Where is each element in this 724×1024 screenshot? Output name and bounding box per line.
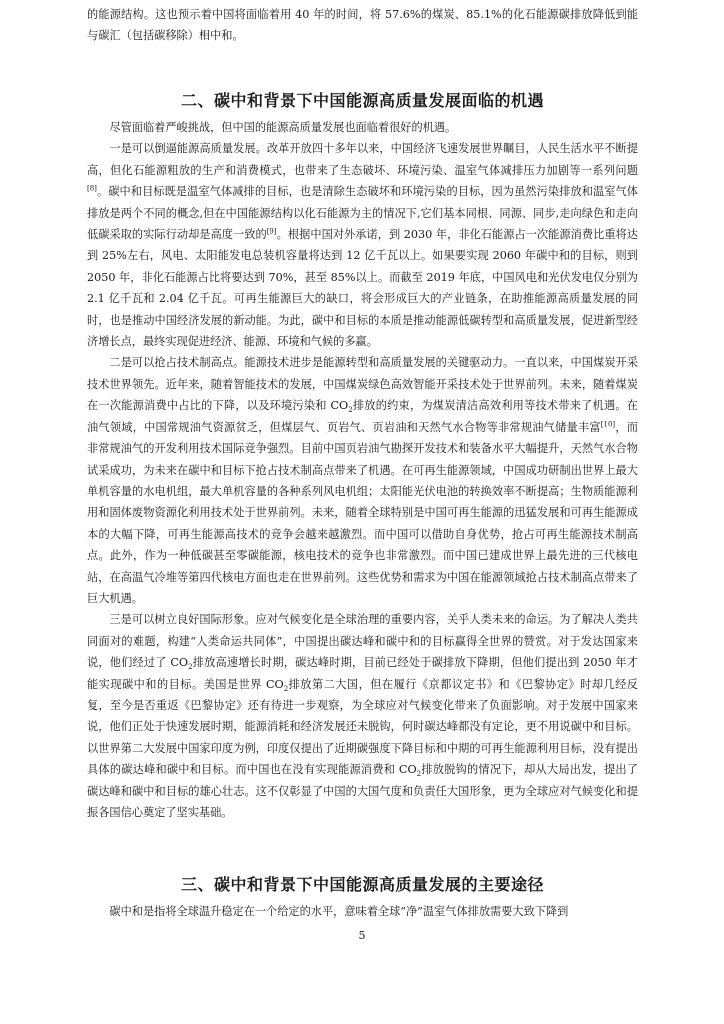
subscript: 2 — [188, 663, 193, 672]
page-number: 5 — [358, 929, 366, 942]
section3-heading: 三、碳中和背景下中国能源高质量发展的主要途径 — [180, 875, 544, 894]
text-run: 二是可以抢占技术制高点。能源技术进步是能源转型和高质量发展的关键驱动力。一直以来，中国煤炭开采技术世界领先。近年来，随着智能技术的发展，中国煤炭绿色高效智能开采技术处于世界前列。未来，随着煤炭在一次能源消费中占比的下降，以及环境污染和 CO — [87, 356, 638, 413]
text-run: 排放高速增长时期，碳达峰时期，目前已经处于碳排放下降期，但他们提出到 2050 年才能实现碳中和的目标。美国是世界 CO — [87, 656, 638, 691]
text-run: 排放的约束，为煤炭清洁高效利用等技术带来了机遇。在油气领域，中国常规油气资源贫乏，但煤层气、页岩气、页岩油和天然气水合物等非常规油气储量丰富 — [87, 399, 638, 434]
citation-ref: [8] — [87, 184, 97, 193]
text-run: 。根据中国对外承诺，到 2030 年，非化石能源占一次能源消费比重将达到 25%左右，风电、太阳能发电总装机容量将达到 12 亿千瓦以上。如果要实现 2060 年碳中和的目标，则到 2050 年，非化石能源占比将要达到 70%，甚至 85%以上。而截至 2019 年底，中国风电和光伏发电仅分别为 2.1 亿千瓦和 2.04 亿千瓦。可再生能源巨大的缺口，将会形成巨大的产业链条，在助推能源高质量发展的同时，也是推动中国经济发展的新动能。为此，碳中和目标的本质是推动能源低碳转型和高质量发展，促进新型经济增长点，最终实现促进经济、能源、环境和气候的多赢。 — [87, 228, 638, 349]
section3-paragraph-1: 碳中和是指将全球温升稳定在一个给定的水平，意味着全球“净”温室气体排放需要大致下降到 — [109, 905, 569, 918]
text-run: 三是可以树立良好国际形象。应对气候变化是全球治理的重要内容，关乎人类未来的命运。为了解决人类共同面对的难题，构建“人类命运共同体”，中国提出碳达峰和碳中和的目标赢得全世界的赞赏。对于发达国家来说，他们经过了 CO — [87, 613, 638, 670]
section2-paragraph-2 — [87, 138, 638, 352]
intro-text: 的能源结构。这也预示着中国将面临着用 40 年的时间，将 57.6%的煤炭、85.1%的化石能源碳排放降低到能与碳汇（包括碳移除）相中和。 — [87, 8, 638, 43]
subscript: 2 — [416, 770, 422, 779]
text-run: ，而非常规油气的开发利用技术国际竞争强烈。目前中国页岩油气勘探开发技术和装备水平大幅提升，天然气水合物试采成功，为未来在碳中和目标下抢占技术制高点带来了机遇。在可再生能源领域，中国成功研制出世界上最大单机容量的水电机组，最大单机容量的各种系列风电机组；太阳能光伏电池的转换效率不断提高；生物质能源利用和固体废物资源化利用技术处于世界前列。未来，随着全球特别是中国可再生能源的迅猛发展和可再生能源成本的大幅下降，可再生能源高技术的竞争会越来越激烈。而中国可以借助自身优势，抢占可再生能源技术制高点。此外，作为一种低碳甚至零碳能源，核电技术的竞争也非常激烈。而中国已建成世界上最先进的三代核电站，在高温气冷堆等第四代核电方面也走在世界前列。这些优势和需求为中国在能源领域抢占技术制高点带来了巨大机遇。 — [87, 420, 638, 605]
text-run: 。碳中和目标既是温室气体减排的目标，也是清除生态破坏和环境污染的目标，因为虽然污染排放和温室气体排放是两个不同的概念,但在中国能源结构以化石能源为主的情况下,它们基本同根、同源、同步,走向绿色和走向低碳采取的实际行动却是高度一致的 — [87, 185, 638, 242]
section2-paragraph-4 — [87, 609, 638, 823]
text-run: 排放脱钩的情况下，却从大局出发，提出了碳达峰和碳中和目标的雄心壮志。这不仅彰显了中国的大国气度和负责任大国形象，更为全球应对气候变化和提振各国信心奠定了坚实基础。 — [87, 763, 638, 819]
subscript: 2 — [283, 684, 289, 693]
section2-paragraph-1: 尽管面临着严峻挑战，但中国的能源高质量发展也面临着很好的机遇。 — [109, 121, 457, 134]
citation-ref: [10] — [600, 419, 616, 428]
intro-paragraph — [87, 4, 638, 47]
text-run: 一是可以倒逼能源高质量发展。改革开放四十多年以来，中国经济飞速发展世界瞩目，人民生活水平不断提高，但化石能源粗放的生产和消费模式，也带来了生态破坏、环境污染、温室气体减排压力加剧等一系列问题 — [87, 142, 638, 177]
section3-body — [87, 901, 638, 922]
citation-ref: [9] — [266, 227, 277, 236]
section2-paragraph-3 — [87, 352, 638, 609]
text-run: 排放第二大国，但在履行《京都议定书》和《巴黎协定》时却几经反复，至今是否重返《巴黎协定》还有待进一步观察，为全球应对气候变化带来了负面影响。对于发展中国家来说，他们正处于快速发展时期，能源消耗和经济发展还未脱钩，何时碳达峰都没有定论，更不用说碳中和目标。以世界第二大发展中国家印度为例，印度仅提出了近期碳强度下降目标和中期的可再生能源利用目标，没有提出具体的碳达峰和碳中和目标。而中国也在没有实现能源消费和 CO — [87, 677, 638, 777]
section2-heading: 二、碳中和背景下中国能源高质量发展面临的机遇 — [180, 91, 544, 110]
section2-body — [87, 117, 638, 823]
subscript: 2 — [348, 406, 353, 415]
